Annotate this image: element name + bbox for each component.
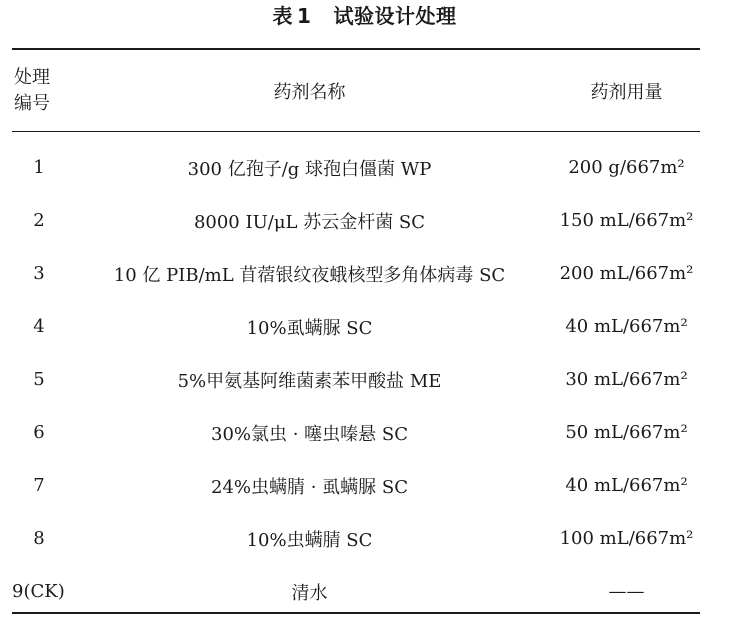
cell-agent-name: 清水	[291, 582, 328, 604]
header-treatment-no	[12, 50, 66, 131]
cell-dosage: 30 mL/667m²	[565, 369, 688, 390]
table-row	[12, 353, 700, 406]
cell-treatment-no: 4	[33, 316, 45, 337]
caption-number: 1	[297, 4, 312, 28]
cell-dosage: 40 mL/667m²	[565, 316, 688, 337]
caption-title: 试验设计处理	[333, 4, 457, 28]
cell-agent-name: 10%虱螨脲 SC	[246, 317, 373, 339]
table-header-row	[12, 50, 700, 131]
table-row	[12, 300, 700, 353]
table-row	[12, 406, 700, 459]
header-agent-name: 药剂名称	[273, 81, 346, 103]
cell-treatment-no: 7	[33, 475, 45, 496]
treatment-table	[12, 50, 700, 618]
cell-treatment-no: 3	[33, 263, 45, 284]
cell-treatment-no: 9(CK)	[12, 581, 65, 602]
cell-agent-name: 5%甲氨基阿维菌素苯甲酸盐 ME	[177, 370, 442, 392]
cell-dosage: ——	[608, 581, 645, 602]
cell-treatment-no: 2	[33, 210, 45, 231]
cell-agent-name: 10 亿 PIB/mL 苜蓿银纹夜蛾核型多角体病毒 SC	[113, 264, 506, 286]
cell-dosage: 100 mL/667m²	[559, 528, 694, 549]
cell-agent-name: 30%氯虫 · 噻虫嗪悬 SC	[211, 423, 408, 445]
cell-treatment-no: 1	[33, 157, 45, 178]
table-row	[12, 459, 700, 512]
cell-dosage: 200 g/667m²	[568, 157, 685, 178]
table-row	[12, 141, 700, 194]
cell-agent-name: 8000 IU/μL 苏云金杆菌 SC	[193, 211, 426, 233]
cell-agent-name: 300 亿孢子/g 球孢白僵菌 WP	[187, 158, 432, 180]
table-row	[12, 512, 700, 565]
header-spacer	[12, 131, 700, 141]
cell-dosage: 150 mL/667m²	[559, 210, 694, 231]
caption-label: 表	[272, 4, 294, 28]
header-treatment-no-line2: 编号	[14, 92, 50, 114]
cell-agent-name: 10%虫螨腈 SC	[246, 529, 373, 551]
header-dosage: 药剂用量	[590, 81, 663, 103]
header-treatment-no-line1: 处理	[14, 66, 50, 88]
cell-agent-name: 24%虫螨腈 · 虱螨脲 SC	[211, 476, 408, 498]
cell-dosage: 200 mL/667m²	[559, 263, 694, 284]
table-row	[12, 247, 700, 300]
table-row	[12, 194, 700, 247]
cell-treatment-no: 5	[33, 369, 45, 390]
cell-dosage: 40 mL/667m²	[565, 475, 688, 496]
table-row	[12, 565, 700, 618]
table-caption	[0, 2, 729, 30]
cell-treatment-no: 8	[33, 528, 45, 549]
cell-treatment-no: 6	[33, 422, 45, 443]
cell-dosage: 50 mL/667m²	[565, 422, 688, 443]
